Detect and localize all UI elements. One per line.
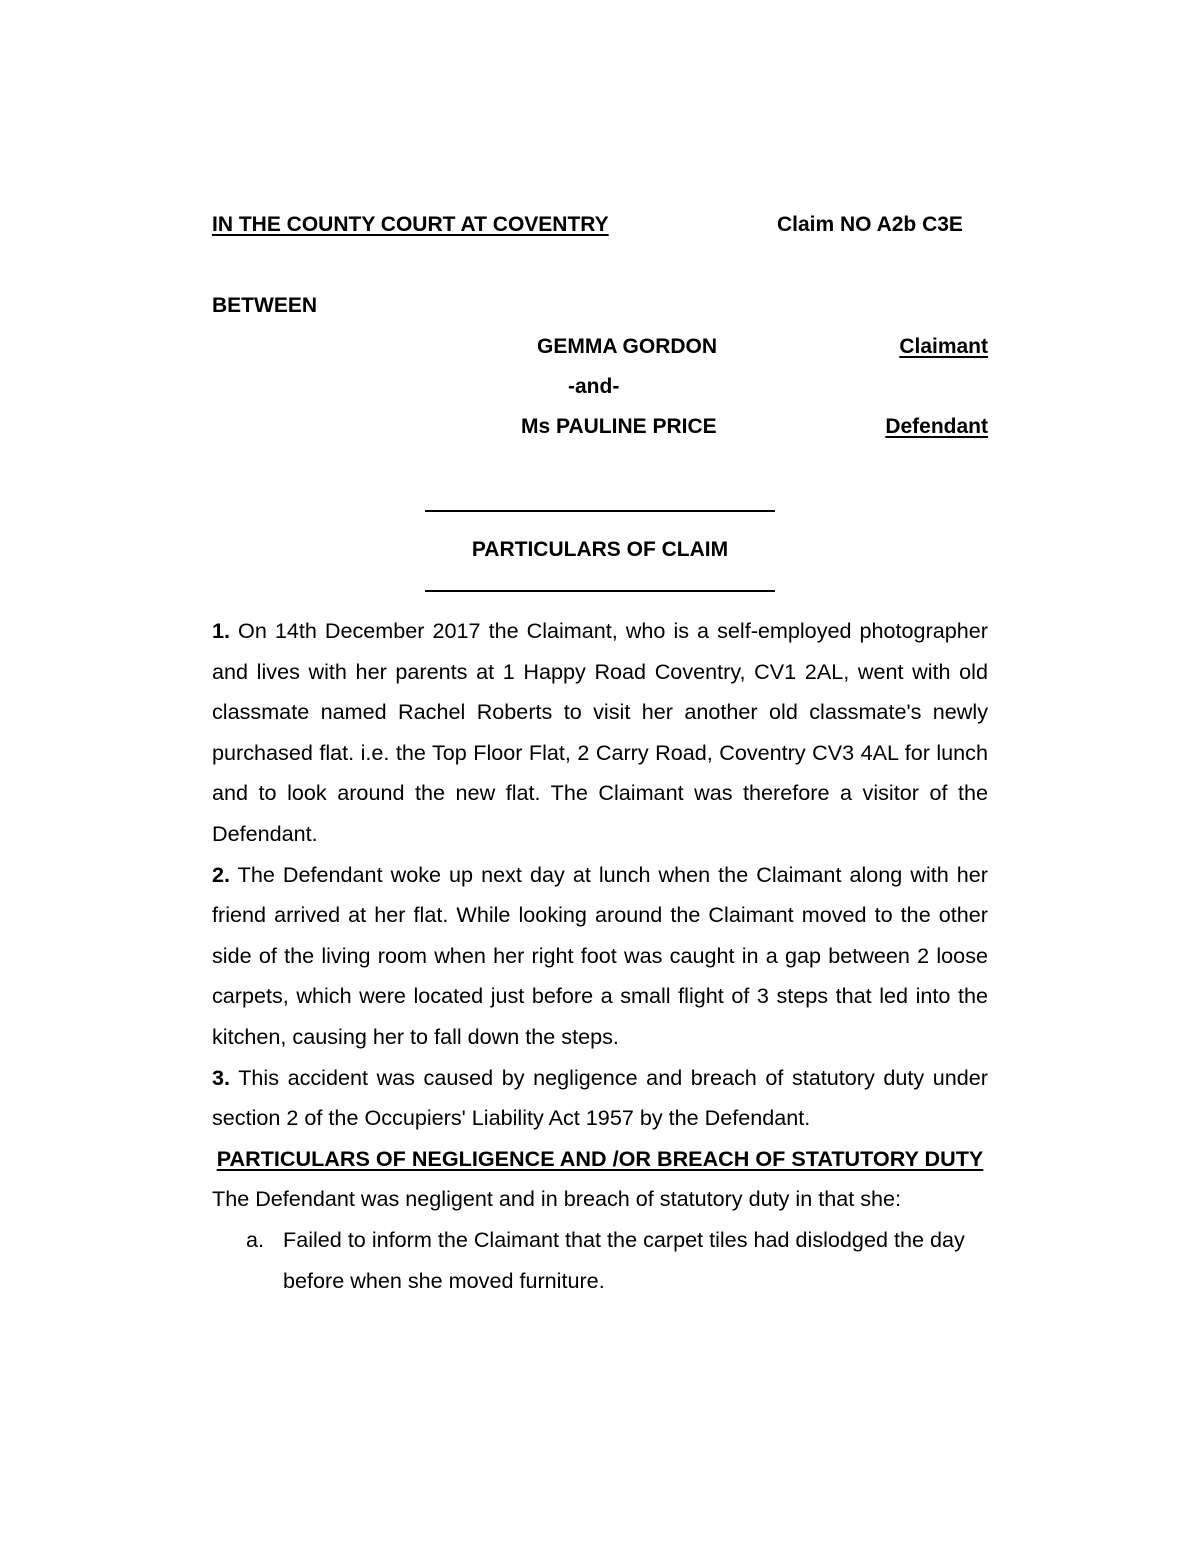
paragraph-3 (212, 1058, 988, 1139)
title-rule-bottom (425, 590, 775, 592)
paragraph-text: The Defendant woke up next day at lunch when the Claimant along with her friend arrived at her flat. While looking around the Claimant moved to the other side of the living room when her right foot was caught in a gap between 2 loose carpets, which were located just before a small flight of 3 steps that led into the kitchen, causing her to fall down the steps. (212, 861, 988, 1049)
list-marker: a. (246, 1226, 265, 1252)
and-separator: -and- (568, 375, 620, 398)
title-rule-top (425, 510, 775, 512)
paragraph-text: This accident was caused by negligence and breach of statutory duty under section 2 of the Occupiers' Liability Act 1957 by the Defendant. (212, 1064, 988, 1131)
defendant-role: Defendant (885, 415, 988, 438)
between-label: BETWEEN (212, 294, 317, 317)
paragraph-text: On 14th December 2017 the Claimant, who is a self-employed photographer and lives with her parents at 1 Happy Road Coventry, CV1 2AL, went with old classmate named Rachel Roberts to visit her another old classmate's newly purchased flat. i.e. the Top Floor Flat, 2 Carry Road, Coventry CV3 4AL for lunch and to look around the new flat. The Claimant was therefore a visitor of the Defendant. (212, 618, 988, 846)
defendant-name: Ms PAULINE PRICE (521, 415, 717, 438)
list-text: Failed to inform the Claimant that the carpet tiles had dislodged the day before when she moved furniture. (283, 1226, 965, 1293)
paragraph-2 (212, 855, 988, 1058)
negligence-intro: The Defendant was negligent and in breach of statutory duty in that she: (212, 1186, 902, 1212)
negligence-heading: PARTICULARS OF NEGLIGENCE AND /OR BREACH OF STATUTORY DUTY (216, 1145, 984, 1171)
list-item (212, 1220, 988, 1301)
document-page (212, 0, 988, 1553)
claim-body (212, 611, 988, 1301)
court-name: IN THE COUNTY COURT AT COVENTRY (212, 213, 609, 236)
claim-number: Claim NO A2b C3E (777, 213, 963, 236)
claimant-role: Claimant (899, 335, 988, 358)
paragraph-1 (212, 611, 988, 855)
paragraph-number: 1. (212, 618, 231, 643)
document-title: PARTICULARS OF CLAIM (471, 538, 729, 561)
paragraph-number: 3. (212, 1064, 231, 1090)
paragraph-number: 2. (212, 861, 231, 887)
claimant-name: GEMMA GORDON (537, 335, 718, 358)
